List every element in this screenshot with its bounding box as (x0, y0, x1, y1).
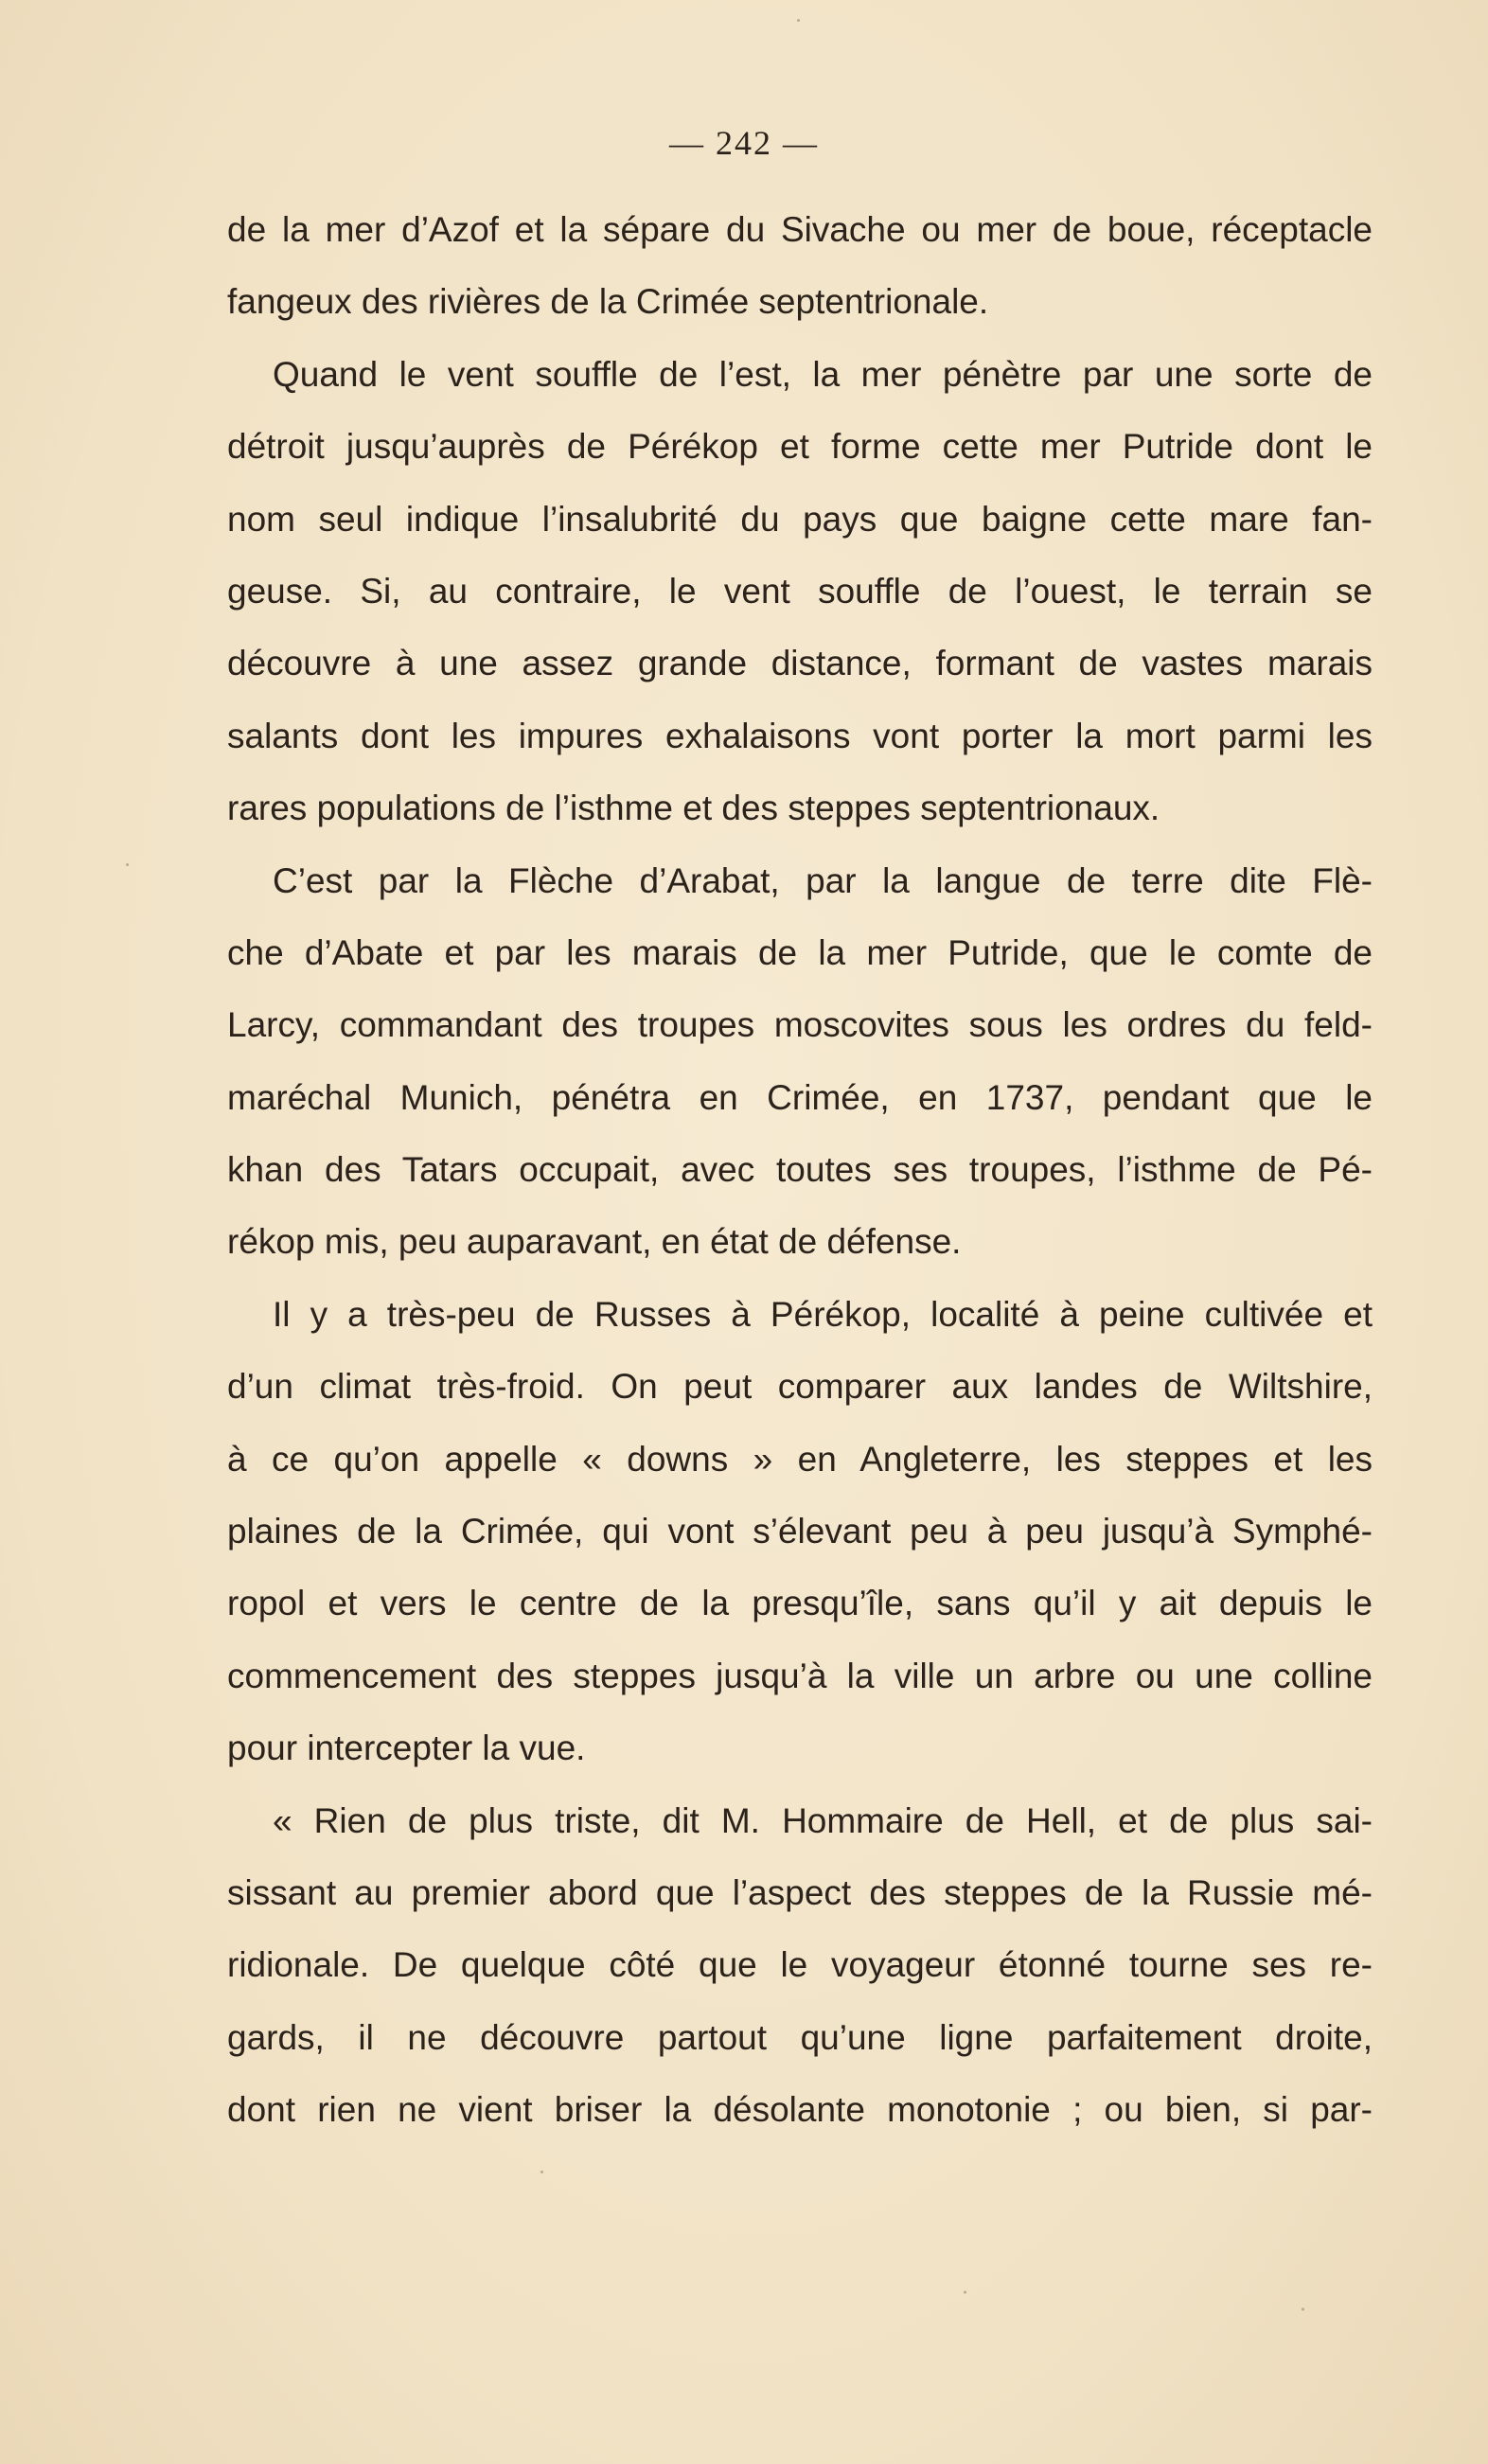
body-text (227, 194, 1373, 2147)
paper-speck (964, 2291, 966, 2294)
page-number: — 242 — (669, 124, 819, 162)
text-line: rares populations de l’isthme et des steppes septentrionaux. (227, 789, 1160, 828)
text-line: de la mer d’Azof et la sépare du Sivache ou mer de boue, réceptacle (227, 210, 1373, 249)
text-line: C’est par la Flèche d’Arabat, par la langue de terre dite Flè- (273, 860, 1373, 900)
text-line: pour intercepter la vue. (227, 1728, 586, 1768)
text-line: dont rien ne vient briser la désolante monotonie ; ou bien, si par- (227, 2090, 1373, 2130)
text-line: maréchal Munich, pénétra en Crimée, en 1737, pendant que le (227, 1077, 1373, 1117)
text-line: Larcy, commandant des troupes moscovites sous les ordres du feld- (227, 1005, 1373, 1045)
text-line: « Rien de plus triste, dit M. Hommaire de Hell, et de plus sai- (273, 1800, 1373, 1840)
paper-speck (1302, 2308, 1304, 2311)
text-line: Il y a très-peu de Russes à Pérékop, localité à peine cultivée et (273, 1294, 1373, 1334)
paper-speck (540, 2171, 543, 2173)
text-line: ropol et vers le centre de la presqu’île, sans qu’il y ait depuis le (227, 1584, 1373, 1623)
text-line: rékop mis, peu auparavant, en état de défense. (227, 1222, 962, 1262)
text-line: gards, il ne découvre partout qu’une ligne parfaitement droite, (227, 2017, 1373, 2057)
text-line: découvre à une assez grande distance, formant de vastes marais (227, 644, 1373, 683)
paper-speck (797, 19, 800, 22)
text-line: salants dont les impures exhalaisons vont porter la mort parmi les (227, 716, 1373, 755)
text-line: fangeux des rivières de la Crimée septentrionale. (227, 282, 989, 322)
text-line: ridionale. De quelque côté que le voyageur étonné tourne ses re- (227, 1945, 1373, 1985)
text-line: à ce qu’on appelle « downs » en Angleterre, les steppes et les (227, 1439, 1373, 1479)
text-line: geuse. Si, au contraire, le vent souffle de l’ouest, le terrain se (227, 571, 1373, 611)
text-line: nom seul indique l’insalubrité du pays que baigne cette mare fan- (227, 499, 1373, 539)
text-line: che d’Abate et par les marais de la mer Putride, que le comte de (227, 932, 1373, 972)
text-line: Quand le vent souffle de l’est, la mer pénètre par une sorte de (273, 354, 1373, 394)
text-line: plaines de la Crimée, qui vont s’élevant peu à peu jusqu’à Symphé- (227, 1512, 1373, 1551)
paper-speck (126, 863, 129, 866)
text-line: commencement des steppes jusqu’à la ville un arbre ou une colline (227, 1656, 1373, 1695)
text-line: d’un climat très-froid. On peut comparer aux landes de Wiltshire, (227, 1367, 1373, 1407)
text-line: khan des Tatars occupait, avec toutes ses troupes, l’isthme de Pé- (227, 1150, 1373, 1190)
text-line: sissant au premier abord que l’aspect des steppes de la Russie mé- (227, 1872, 1373, 1912)
text-line: détroit jusqu’auprès de Pérékop et forme cette mer Putride dont le (227, 427, 1373, 467)
